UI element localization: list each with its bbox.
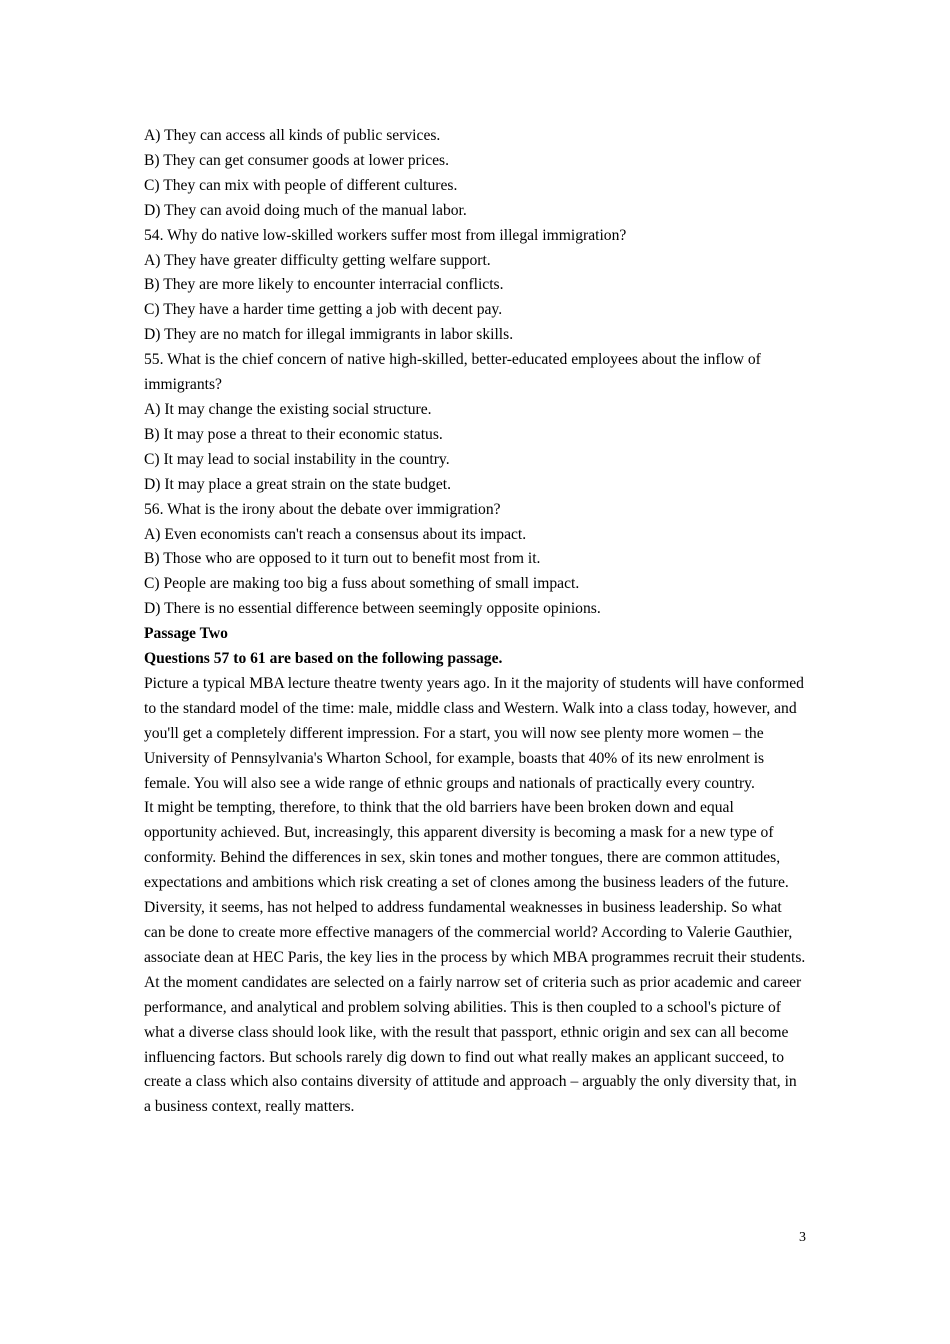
q56-option-a: A) Even economists can't reach a consensus about its impact. [144, 525, 527, 543]
q53-option-a: A) They can access all kinds of public services. [144, 127, 441, 144]
q54-option-a: A) They have greater difficulty getting welfare support. [144, 251, 491, 269]
q56-option-c: C) People are making too big a fuss about something of small impact. [144, 575, 580, 593]
q53-option-b: B) They can get consumer goods at lower prices. [144, 151, 449, 169]
q56-question: 56. What is the irony about the debate over immigration? [144, 500, 501, 518]
q54-option-c: C) They have a harder time getting a job with decent pay. [144, 301, 503, 319]
q55-question: 55. What is the chief concern of native high-skilled, better-educated employees about the inflow of immigrants? [144, 351, 761, 394]
q56-option-b: B) Those who are opposed to it turn out to benefit most from it. [144, 550, 541, 568]
q54-option-b: B) They are more likely to encounter interracial conflicts. [144, 276, 504, 294]
q55-option-b: B) It may pose a threat to their economic status. [144, 425, 443, 443]
q54-question: 54. Why do native low-skilled workers suffer most from illegal immigration? [144, 226, 627, 244]
q54-option-d: D) They are no match for illegal immigrants in labor skills. [144, 326, 514, 344]
q55-option-a: A) It may change the existing social structure. [144, 400, 432, 418]
passage-instruction: Questions 57 to 61 are based on the following passage. [144, 650, 503, 668]
page-content [144, 124, 806, 1120]
passage-paragraph-2: It might be tempting, therefore, to think that the old barriers have been broken down and equal opportunity achieved. But, increasingly, this apparent diversity is becoming a mask for a new type of conformity. Behind the differences in sex, skin tones and mother tongues, there are common attitudes, expectations and ambitions which risk creating a set of clones among the business leaders of the future. [144, 799, 789, 892]
q53-option-c: C) They can mix with people of different cultures. [144, 176, 458, 194]
passage-paragraph-3: Diversity, it seems, has not helped to address fundamental weaknesses in business leadership. So what can be done to create more effective managers of the commercial world? According to Valerie Gauthier, associate dean at HEC Paris, the key lies in the process by which MBA programmes recruit their students. At the moment candidates are selected on a fairly narrow set of criteria such as prior academic and career performance, and analytical and problem solving abilities. This is then coupled to a school's picture of what a diverse class should look like, with the result that passport, ethnic origin and sex can all become influencing factors. But schools rarely dig down to find out what really makes an applicant succeed, to create a class which also contains diversity of attitude and approach – arguably the only diversity that, in a business context, really matters. [144, 899, 806, 1116]
q53-option-d: D) They can avoid doing much of the manual labor. [144, 201, 467, 219]
q56-option-d: D) There is no essential difference between seemingly opposite opinions. [144, 600, 601, 618]
passage-paragraph-1: Picture a typical MBA lecture theatre twenty years ago. In it the majority of students will have conformed to the standard model of the time: male, middle class and Western. Walk into a class today, however, and you'll get a completely different impression. For a start, you will now see plenty more women – the University of Pennsylvania's Wharton School, for example, boasts that 40% of its new enrolment is female. You will also see a wide range of ethnic groups and nationals of practically every country. [144, 674, 804, 792]
passage-title: Passage Two [144, 625, 228, 643]
q55-option-c: C) It may lead to social instability in the country. [144, 450, 450, 468]
q55-option-d: D) It may place a great strain on the state budget. [144, 475, 451, 493]
page-number: 3 [799, 1230, 806, 1245]
